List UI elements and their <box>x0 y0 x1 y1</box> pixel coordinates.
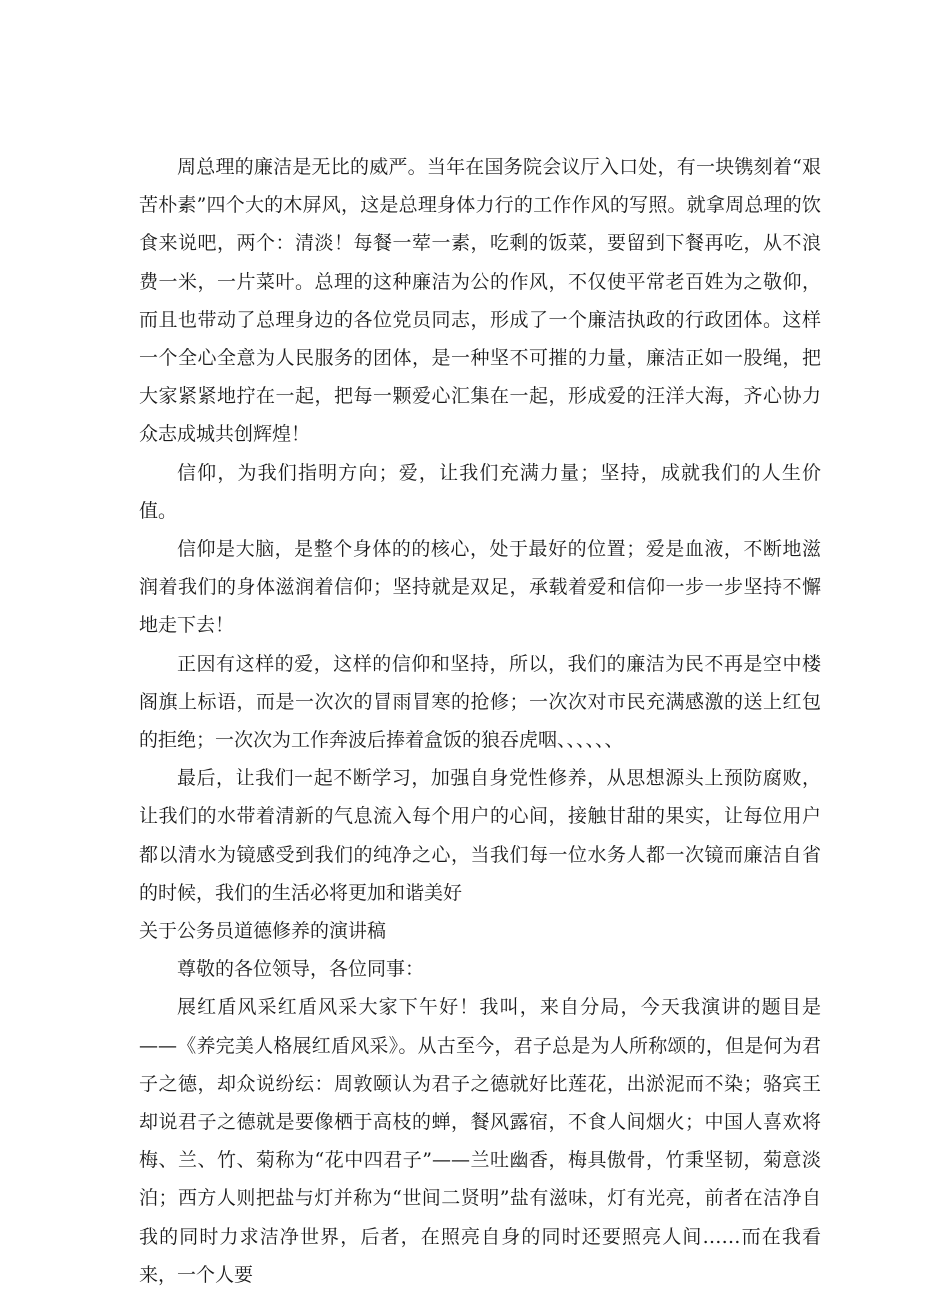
paragraph-belief-love-persistence: 信仰，为我们指明方向；爱，让我们充满力量；坚持，成就我们的人生价值。 <box>139 461 821 522</box>
paragraph-belief-is-brain: 信仰是大脑，是整个身体的的核心，处于最好的位置；爱是血液，不断地滋润着我们的身体滋润着信仰；坚持就是双足，承载着爱和信仰一步一步坚持不懈地走下去！ <box>139 538 821 637</box>
paragraph-zhou-integrity: 周总理的廉洁是无比的威严。当年在国务院会议厅入口处，有一块镌刻着“艰苦朴素”四个大的木屏风，这是总理身体力行的工作作风的写照。就拿周总理的饮食来说吧，两个：清淡！每餐一荤一素，吃剩的饭菜，要留到下餐再吃，从不浪费一米，一片菜叶。总理的这种廉洁为公的作风，不仅使平常老百姓为之敬仰，而且也带动了总理身边的各位党员同志，形成了一个廉洁执政的行政团体。这样一个全心全意为人民服务的团体，是一种坚不可摧的力量，廉洁正如一股绳，把大家紧紧地拧在一起，把每一颗爱心汇集在一起，形成爱的汪洋大海，齐心协力众志成城共创辉煌！ <box>139 156 821 446</box>
paragraph-finally: 最后，让我们一起不断学习，加强自身党性修养，从思想源头上预防腐败，让我们的水带着清新的气息流入每个用户的心间，接触甘甜的果实，让每位用户都以清水为镜感受到我们的纯净之心，当我们每一位水务人都一次镜而廉洁自省的时候，我们的生活必将更加和谐美好 <box>139 767 821 904</box>
document-body <box>139 148 821 1294</box>
speech-greeting: 尊敬的各位领导，各位同事： <box>177 958 425 981</box>
speech-body: 展红盾风采红盾风采大家下午好！我叫，来自分局，今天我演讲的题目是——《养完美人格展红盾风采》。从古至今，君子总是为人所称颂的，但是何为君子之德，却众说纷纭：周敦颐认为君子之德就好比莲花，出淤泥而不染；骆宾王却说君子之德就是要像栖于高枝的蝉，餐风露宿，不食人间烟火；中国人喜欢将梅、兰、竹、菊称为“花中四君子”——兰吐幽香，梅具傲骨，竹秉坚韧，菊意淡泊；西方人则把盐与灯并称为“世间二贤明”盐有滋味，灯有光亮，前者在洁净自我的同时力求洁净世界，后者，在照亮自身的同时还要照亮人间……而在我看来，一个人要 <box>139 996 821 1286</box>
paragraph-because-of-love: 正因有这样的爱，这样的信仰和坚持，所以，我们的廉洁为民不再是空中楼阁旗上标语，而是一次次的冒雨冒寒的抢修；一次次对市民充满感激的送上红包的拒绝；一次次为工作奔波后捧着盒饭的狼吞虎咽、、、、、、 <box>139 652 821 752</box>
speech-heading: 关于公务员道德修养的演讲稿 <box>139 920 387 943</box>
